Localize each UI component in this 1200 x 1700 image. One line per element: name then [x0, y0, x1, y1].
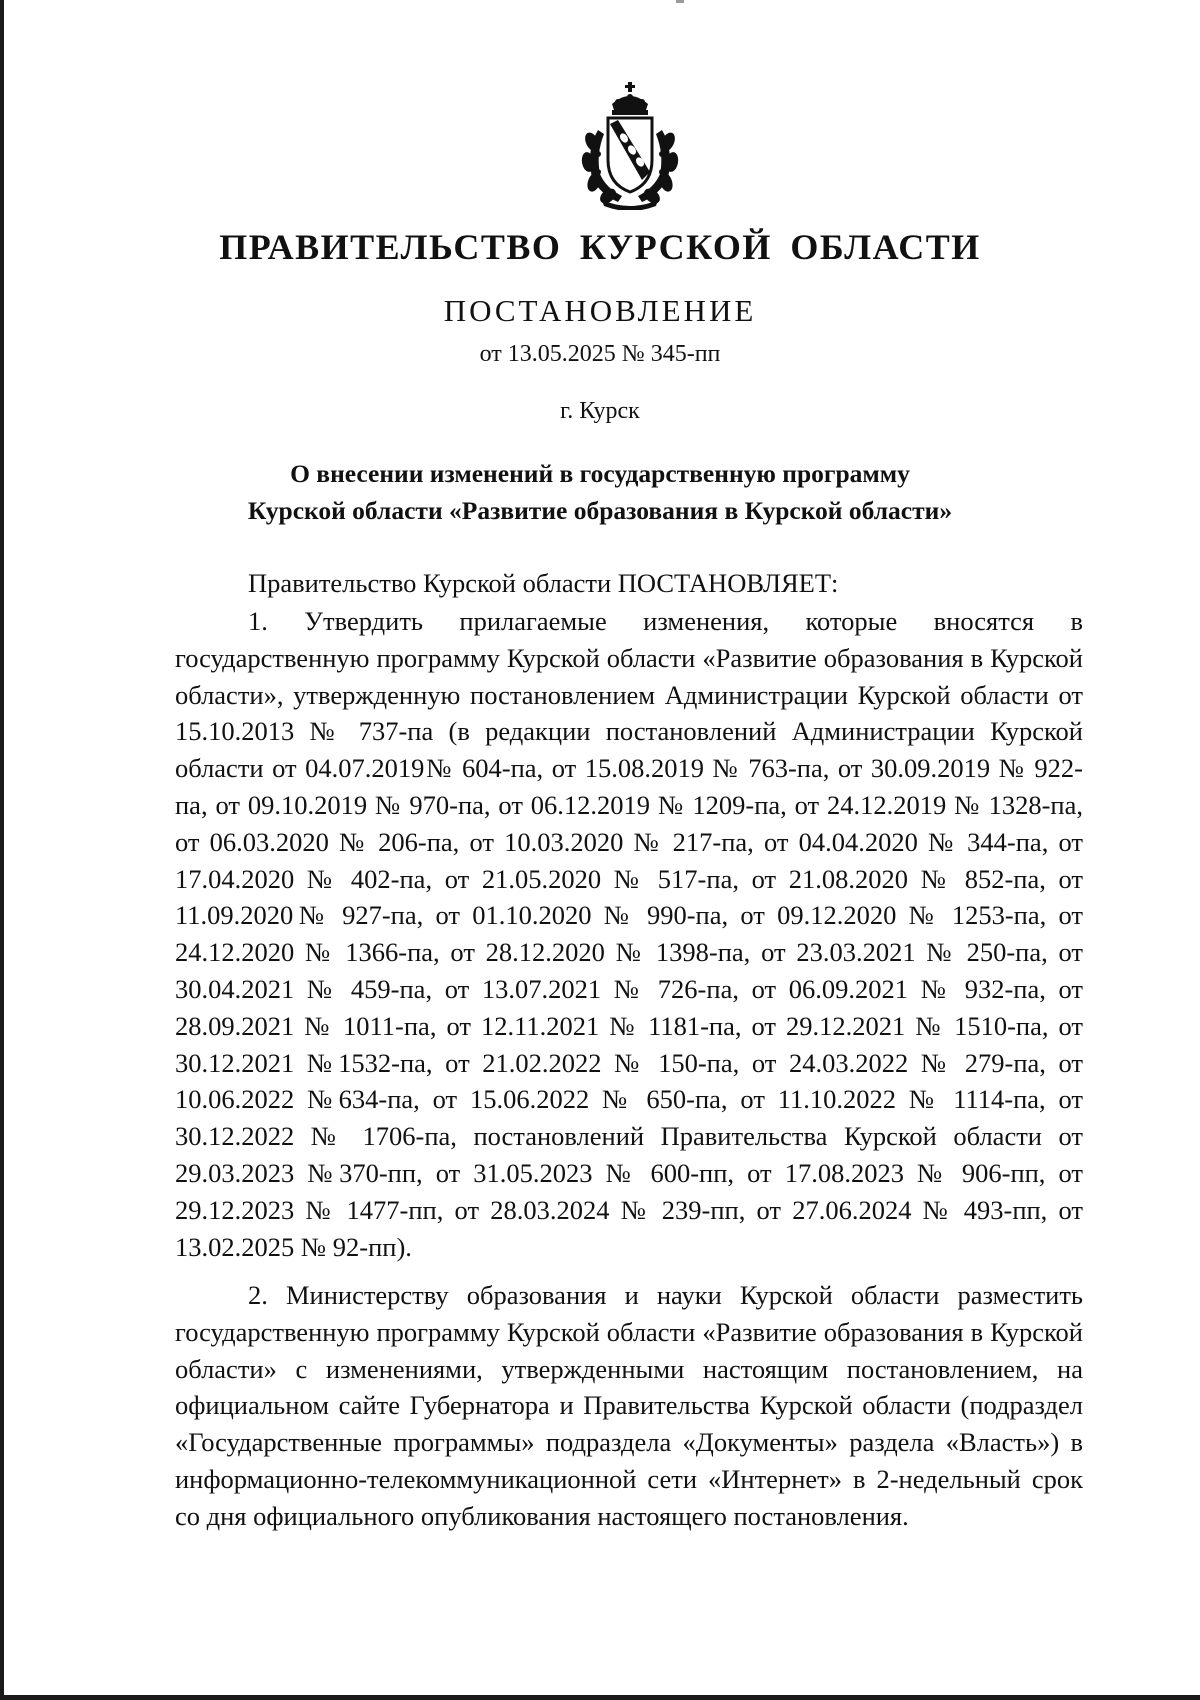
- document-type: ПОСТАНОВЛЕНИЕ: [443, 293, 757, 328]
- heading-line-1: О внесении изменений в государственную программу: [290, 459, 910, 488]
- coat-of-arms-icon: [568, 80, 708, 210]
- scan-mark: [676, 0, 684, 3]
- heading-line-2: Курской области «Развитие образования в Курской области»: [247, 496, 953, 525]
- document-city: г. Курск: [560, 398, 640, 424]
- item-1-paragraph: 1. Утвердить прилагаемые изменения, которые вносятся в государственную программу Курской области «Развитие образования в Курской области», утвержденную постановлением Администрации Курской области от 15.10.2013 № 737-па (в редакции постановлений Администрации Курской области от 04.07.2019№ 604-па, от 15.08.2019 № 763-па, от 30.09.2019 № 922-па, от 09.10.2019 № 970-па, от 06.12.2019 № 1209-па, от 24.12.2019 № 1328-па, от 06.03.2020 № 206-па, от 10.03.2020 № 217-па, от 04.04.2020 № 344-па, от 17.04.2020 № 402-па, от 21.05.2020 № 517-па, от 21.08.2020 № 852-па, от 11.09.2020№ 927-па, от 01.10.2020 № 990-па, от 09.12.2020 № 1253-па, от 24.12.2020 № 1366-па, от 28.12.2020 № 1398-па, от 23.03.2021 № 250-па, от 30.04.2021 № 459-па, от 13.07.2021 № 726-па, от 06.09.2021 № 932-па, от 28.09.2021 № 1011-па, от 12.11.2021 № 1181-па, от 29.12.2021 № 1510-па, от 30.12.2021 №1532-па, от 21.02.2022 № 150-па, от 24.03.2022 № 279-па, от 10.06.2022 №634-па, от 15.06.2022 № 650-па, от 11.10.2022 № 1114-па, от 30.12.2022 № 1706-па, постановлений Правительства Курской области от 29.03.2023 №370-пп, от 31.05.2023 № 600-пп, от 17.08.2023 № 906-пп, от 29.12.2023 № 1477-пп, от 28.03.2024 № 239-пп, от 27.06.2024 № 493-пп, от 13.02.2025 № 92-пп).: [175, 606, 1083, 1262]
- document-heading: [0, 455, 1200, 529]
- government-title: ПРАВИТЕЛЬСТВО КУРСКОЙ ОБЛАСТИ: [219, 227, 981, 267]
- item-2-paragraph: 2. Министерству образования и науки Курской области разместить государственную программу Курской области «Развитие образования в Курской области» с изменениями, утвержденными настоящим постановлением, на официальном сайте Губернатора и Правительства Курской области (подраздел «Государственные программы» подраздела «Документы» раздела «Власть») в информационно-телекоммуникационной сети «Интернет» в 2-недельный срок со дня официального опубликования настоящего постановления.: [175, 1280, 1083, 1531]
- scan-edge-bottom: [0, 1695, 1200, 1700]
- document-date-number: от 13.05.2025 № 345-пп: [479, 341, 721, 367]
- preamble-paragraph: Правительство Курской области ПОСТАНОВЛЯЕТ:: [248, 568, 839, 598]
